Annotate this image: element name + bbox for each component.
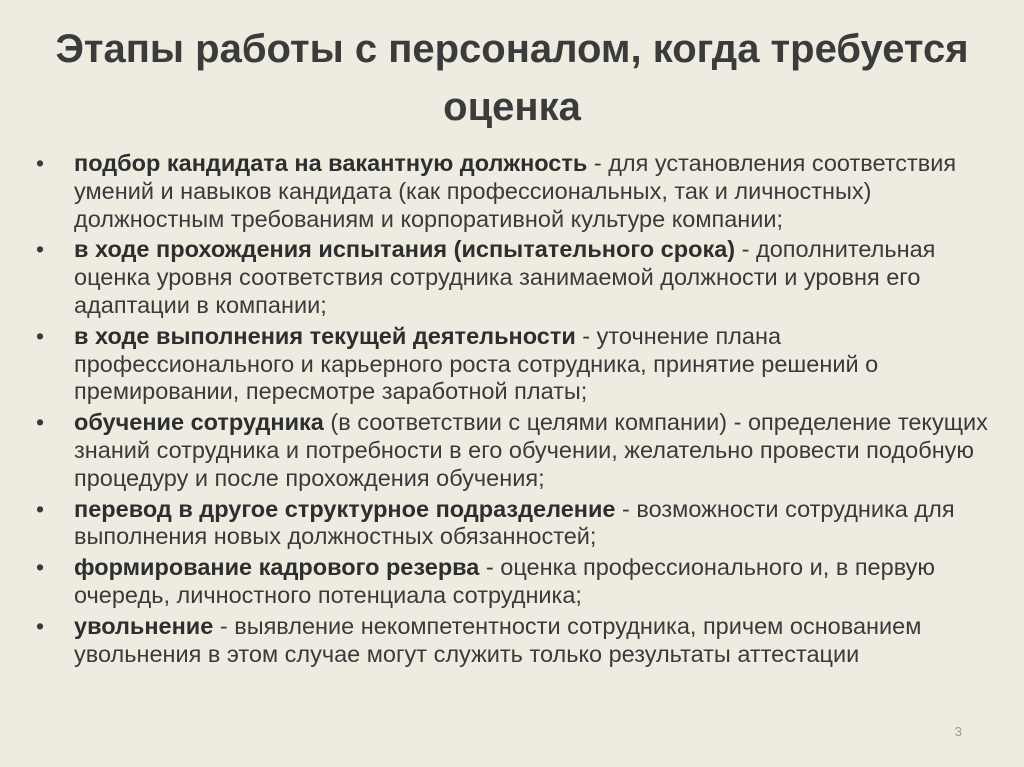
item-term: обучение сотрудника xyxy=(74,409,324,436)
list-item xyxy=(36,150,996,233)
item-term: увольнение xyxy=(74,612,214,639)
bullet-icon: • xyxy=(36,554,45,581)
slide-title: Этапы работы с персоналом, когда требуется оценка xyxy=(55,27,969,129)
list-item xyxy=(36,554,996,610)
bullet-icon: • xyxy=(36,409,45,436)
item-term: формирование кадрового резерва xyxy=(74,554,480,581)
item-term: подбор кандидата на вакантную должность xyxy=(74,150,588,176)
item-description: (в соответствии с целями компании) - определение текущих знаний сотрудника и потребности в его обучении, желательно провести подобную процедуру и после прохождения обучения; xyxy=(74,409,988,491)
page-number: 3 xyxy=(954,724,962,739)
bullet-icon: • xyxy=(36,495,45,522)
list-item xyxy=(36,236,996,319)
bullet-icon: • xyxy=(36,236,45,263)
item-term: перевод в другое структурное подразделение xyxy=(74,495,616,522)
item-description: - оценка профессионального и, в первую очередь, личностного потенциала сотрудника; xyxy=(74,554,936,608)
item-description: - выявление некомпетентности сотрудника, причем основанием увольнения в этом случае могут служить только результаты аттестации xyxy=(74,612,922,667)
item-description: - возможности сотрудника для выполнения новых должностных обязанностей; xyxy=(74,495,955,550)
list-item xyxy=(36,496,996,552)
list-item xyxy=(36,323,996,406)
bullet-icon: • xyxy=(36,150,45,176)
bullet-icon: • xyxy=(36,322,45,349)
list-item xyxy=(36,613,996,669)
item-term: в ходе выполнения текущей деятельности xyxy=(74,322,576,349)
item-description: - для установления соответствия умений и навыков кандидата (как профессиональных, так и личностных) должностным требованиям и корпоративной культуре компании; xyxy=(74,150,957,232)
bullet-list xyxy=(36,150,996,671)
list-item xyxy=(36,409,996,492)
item-description: - уточнение плана профессионального и карьерного роста сотрудника, принятие решений о премировании, пересмотре заработной платы; xyxy=(74,322,879,405)
bullet-icon: • xyxy=(36,612,45,639)
item-description: - дополнительная оценка уровня соответствия сотрудника занимаемой должности и уровня его адаптации в компании; xyxy=(74,236,936,318)
item-term: в ходе прохождения испытания (испытательного срока) xyxy=(74,236,736,263)
